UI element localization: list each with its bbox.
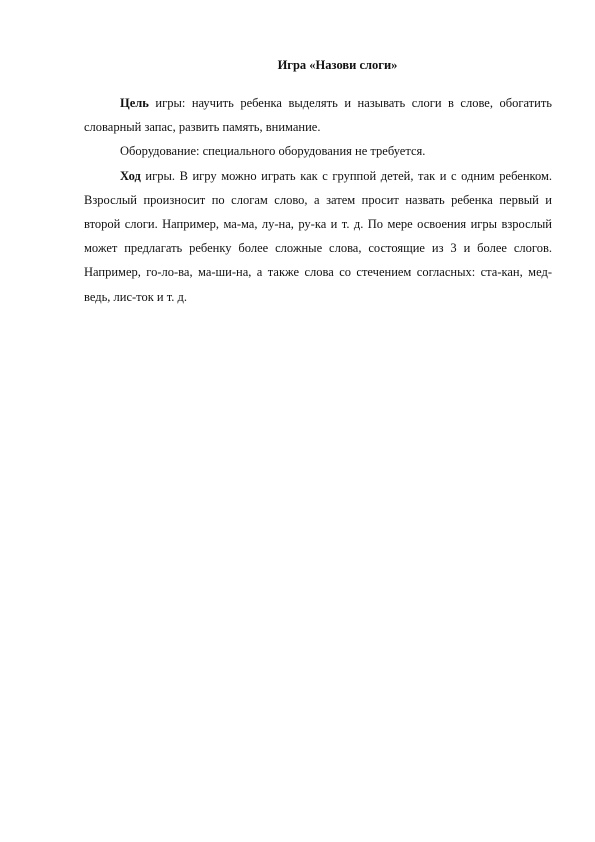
goal-text: игры: научить ребенка выделять и называть слоги в слове, обогатить словарный запас, развить память, внимание. [84, 96, 552, 135]
goal-lead: Цель [120, 96, 149, 110]
procedure-paragraph [84, 164, 552, 309]
equipment-paragraph [84, 139, 552, 163]
equipment-text: Оборудование: специального оборудования не требуется. [120, 144, 426, 159]
document-body [84, 91, 552, 309]
document-title: Игра «Назови слоги» [277, 58, 398, 72]
procedure-lead: Ход [120, 168, 141, 183]
procedure-text: игры. В игру можно играть как с группой детей, так и с одним ребенком. Взрослый произносит по слогам слово, а затем просит назвать ребенка первый и второй слоги. Например, ма-ма, лу-на, ру-ка и т. д. По мере освоения игры взрослый может предлагать ребенку более сложные слова, состоящие из 3 и более слогов. Например, го-ло-ва, ма-ши-на, а также слова со стечением согласных: ста-кан, мед-ведь, лис-ток и т. д. [84, 168, 552, 304]
goal-paragraph [84, 91, 552, 139]
